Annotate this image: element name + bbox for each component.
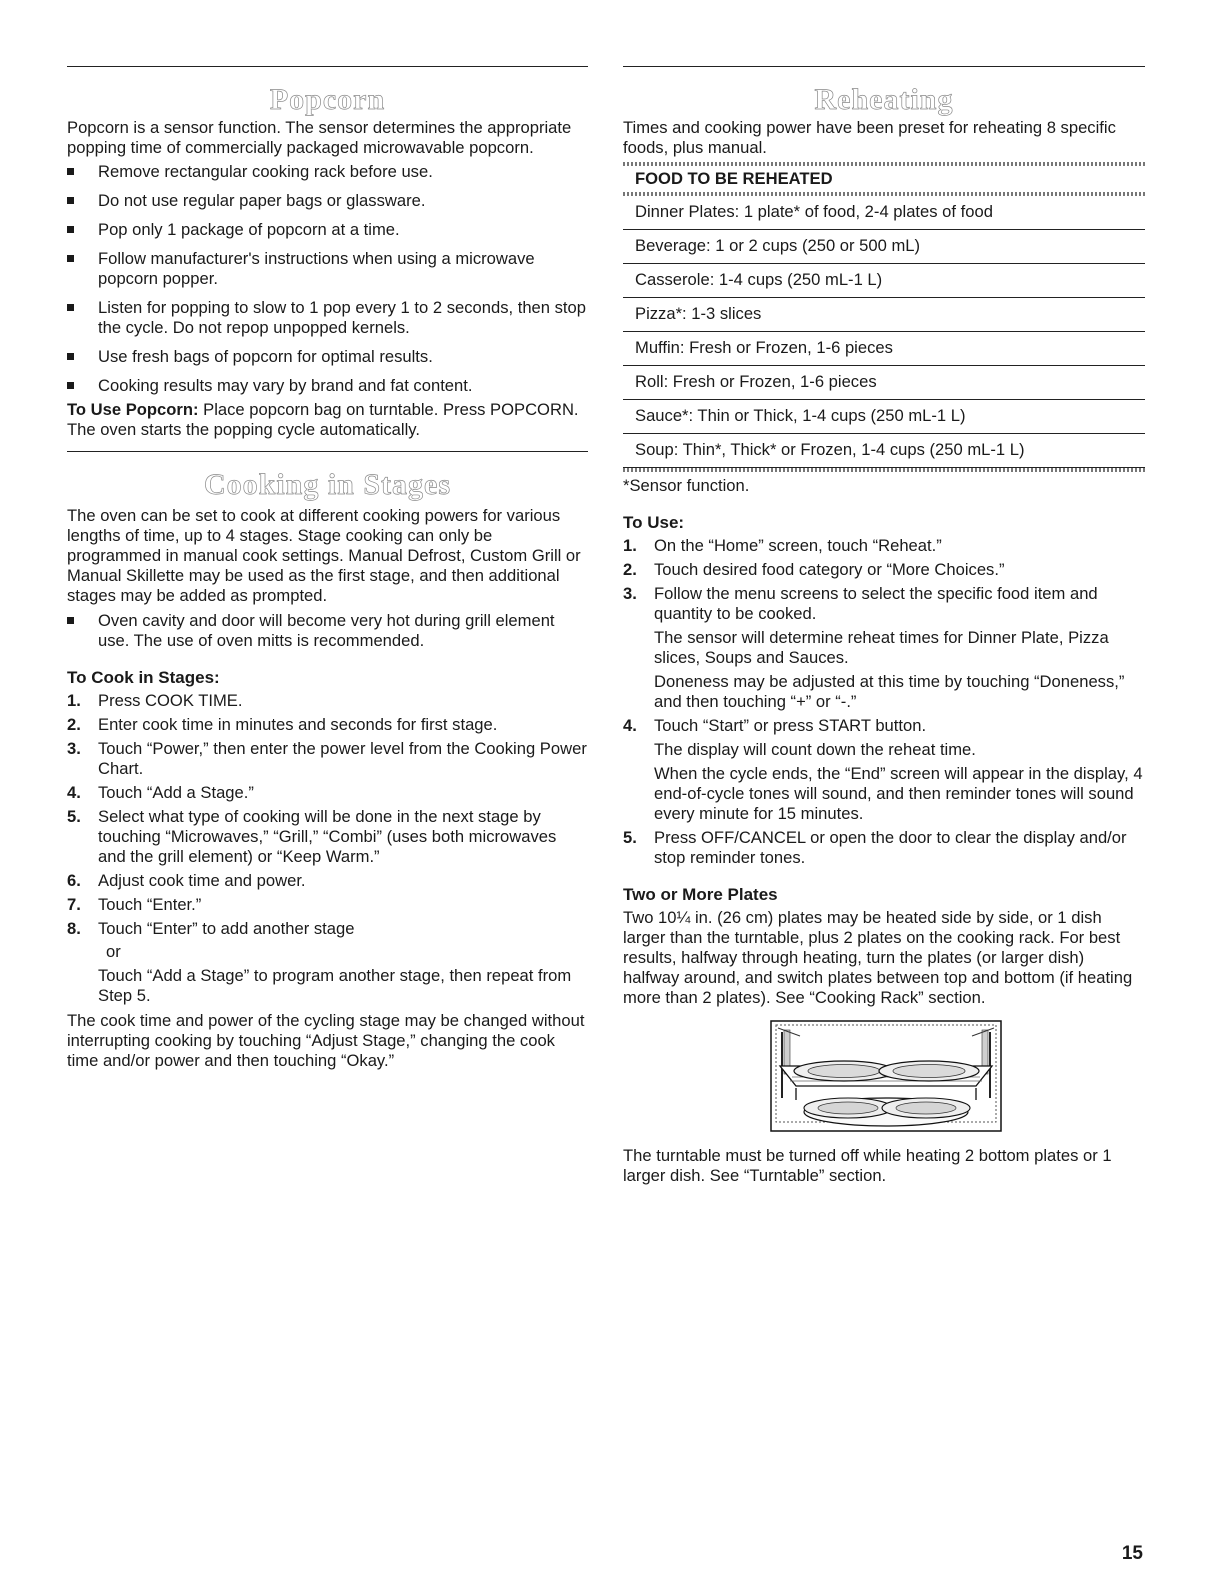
list-item: Oven cavity and door will become very hot during grill element use. The use of oven mitts is recommended. [67,611,588,651]
stages-intro: The oven can be set to cook at different cooking powers for various lengths of time, up to 4 stages. Stage cooking can only be programmed in manual cook settings. Manual Defrost, Custom Grill or Manual Skillette may be used as the first stage, and then additional stages may be added as prompted. [67,506,581,605]
table-row: Pizza*: 1-3 slices [623,298,1145,332]
list-item: 7. Touch “Enter.” [67,895,202,914]
bullet-icon [67,197,74,204]
reheating-heading: Reheating [814,83,954,116]
right-column [623,0,1145,1186]
stages-bullets [67,611,588,651]
list-item: 8. Touch “Enter” to add another stage or Touch “Add a Stage” to program another stage, then repeat from Step 5. [67,919,588,1006]
table-header: FOOD TO BE REHEATED [635,169,833,188]
plates-subhead: Two or More Plates [623,885,778,904]
table-row: Dinner Plates: 1 plate* of food, 2-4 plates of food [623,196,1145,230]
use-subhead: To Use: [623,513,685,532]
popcorn-bullets [67,162,588,396]
popcorn-intro: Popcorn is a sensor function. The sensor determines the appropriate popping time of commercially packaged microwavable popcorn. [67,118,572,157]
step-alt: Touch “Add a Stage” to program another stage, then repeat from Step 5. [98,966,572,1005]
oven-plates-illustration [770,1020,1002,1132]
list-item: 6. Adjust cook time and power. [67,871,306,890]
food-table [623,162,1145,472]
list-item: 5. Press OFF/CANCEL or open the door to clear the display and/or stop reminder tones. [623,828,1127,867]
popcorn-heading: Popcorn [269,83,386,116]
bullet-icon [67,382,74,389]
page-number: 15 [1121,1543,1143,1564]
popcorn-use: To Use Popcorn: Place popcorn bag on turntable. Press POPCORN. The oven starts the popping cycle automatically. [67,400,579,439]
plates-text: Two 10¼ in. (26 cm) plates may be heated side by side, or 1 dish larger than the turntable, plus 2 plates on the cooking rack. For best results, halfway through heating, turn the plates (or larger dish) halfway around, and switch plates between top and bottom (if heating more than 2 plates). See “Cooking Rack” section. [623,908,1133,1007]
stages-heading: Cooking in Stages [203,468,452,501]
list-item: 4. Touch “Start” or press START button. The display will count down the reheat time. When the cycle ends, the “End” screen will appear in the display, 4 end-of-cycle tones will sound, and then reminder tones will sound every minute for 15 minutes. [623,716,1145,824]
bullet-icon [67,353,74,360]
table-row: Beverage: 1 or 2 cups (250 or 500 mL) [623,230,1145,264]
dotted-divider [623,468,1145,472]
step-note: Doneness may be adjusted at this time by touching “Doneness,” and then touching “+” or “-.” [654,672,1125,711]
footnote: *Sensor function. [623,476,750,495]
bullet-icon [67,617,74,624]
bullet-icon [67,168,74,175]
list-item: 2. Enter cook time in minutes and seconds for first stage. [67,715,498,734]
table-row: Soup: Thin*, Thick* or Frozen, 1-4 cups (250 mL-1 L) [623,434,1145,468]
table-row: Muffin: Fresh or Frozen, 1-6 pieces [623,332,1145,366]
left-column [67,0,588,1071]
list-item: 3. Follow the menu screens to select the specific food item and quantity to be cooked. The sensor will determine reheat times for Dinner Plate, Pizza slices, Soups and Sauces. Doneness may be adjusted at this time by touching “Doneness,” and then touching “+” or “-.” [623,584,1145,712]
stages-subhead: To Cook in Stages: [67,668,220,687]
list-item: 1. Press COOK TIME. [67,691,243,710]
table-row: Casserole: 1-4 cups (250 mL-1 L) [623,264,1145,298]
list-item: 3. Touch “Power,” then enter the power level from the Cooking Power Chart. [67,739,587,778]
list-item: Cooking results may vary by brand and fat content. [67,376,588,396]
step-note: The display will count down the reheat time. [654,740,976,759]
divider [623,66,1145,67]
stages-steps [67,691,588,1006]
turntable-note: The turntable must be turned off while heating 2 bottom plates or 1 larger dish. See “Turntable” section. [623,1146,1112,1185]
reheat-steps [623,536,1145,868]
list-item: Listen for popping to slow to 1 pop every 1 to 2 seconds, then stop the cycle. Do not repop unpopped kernels. [67,298,588,338]
step-note: The sensor will determine reheat times for Dinner Plate, Pizza slices, Soups and Sauces. [654,628,1109,667]
list-item: 4. Touch “Add a Stage.” [67,783,254,802]
step-or: or [106,942,121,961]
divider [67,66,588,67]
list-item: 5. Select what type of cooking will be done in the next stage by touching “Microwaves,” “Grill,” “Combi” (uses both microwaves and the grill element) or “Keep Warm.” [67,807,557,866]
bullet-icon [67,255,74,262]
table-row: Roll: Fresh or Frozen, 1-6 pieces [623,366,1145,400]
oven-plates-icon [770,1020,1002,1132]
list-item: Follow manufacturer's instructions when using a microwave popcorn popper. [67,249,588,289]
list-item: 1. On the “Home” screen, touch “Reheat.” [623,536,942,555]
list-item: Remove rectangular cooking rack before use. [67,162,588,182]
table-row: Sauce*: Thin or Thick, 1-4 cups (250 mL-1 L) [623,400,1145,434]
reheating-intro: Times and cooking power have been preset for reheating 8 specific foods, plus manual. [623,118,1116,157]
step-note: When the cycle ends, the “End” screen will appear in the display, 4 end-of-cycle tones will sound, and then reminder tones will sound every minute for 15 minutes. [654,764,1143,823]
popcorn-use-lead: To Use Popcorn: [67,400,199,419]
divider [67,451,588,452]
list-item: Do not use regular paper bags or glassware. [67,191,588,211]
list-item: Pop only 1 package of popcorn at a time. [67,220,588,240]
bullet-icon [67,304,74,311]
list-item: 2. Touch desired food category or “More Choices.” [623,560,1005,579]
list-item: Use fresh bags of popcorn for optimal results. [67,347,588,367]
stages-outro: The cook time and power of the cycling stage may be changed without interrupting cooking by touching “Adjust Stage,” changing the cook time and/or power and then touching “Okay.” [67,1011,585,1070]
bullet-icon [67,226,74,233]
